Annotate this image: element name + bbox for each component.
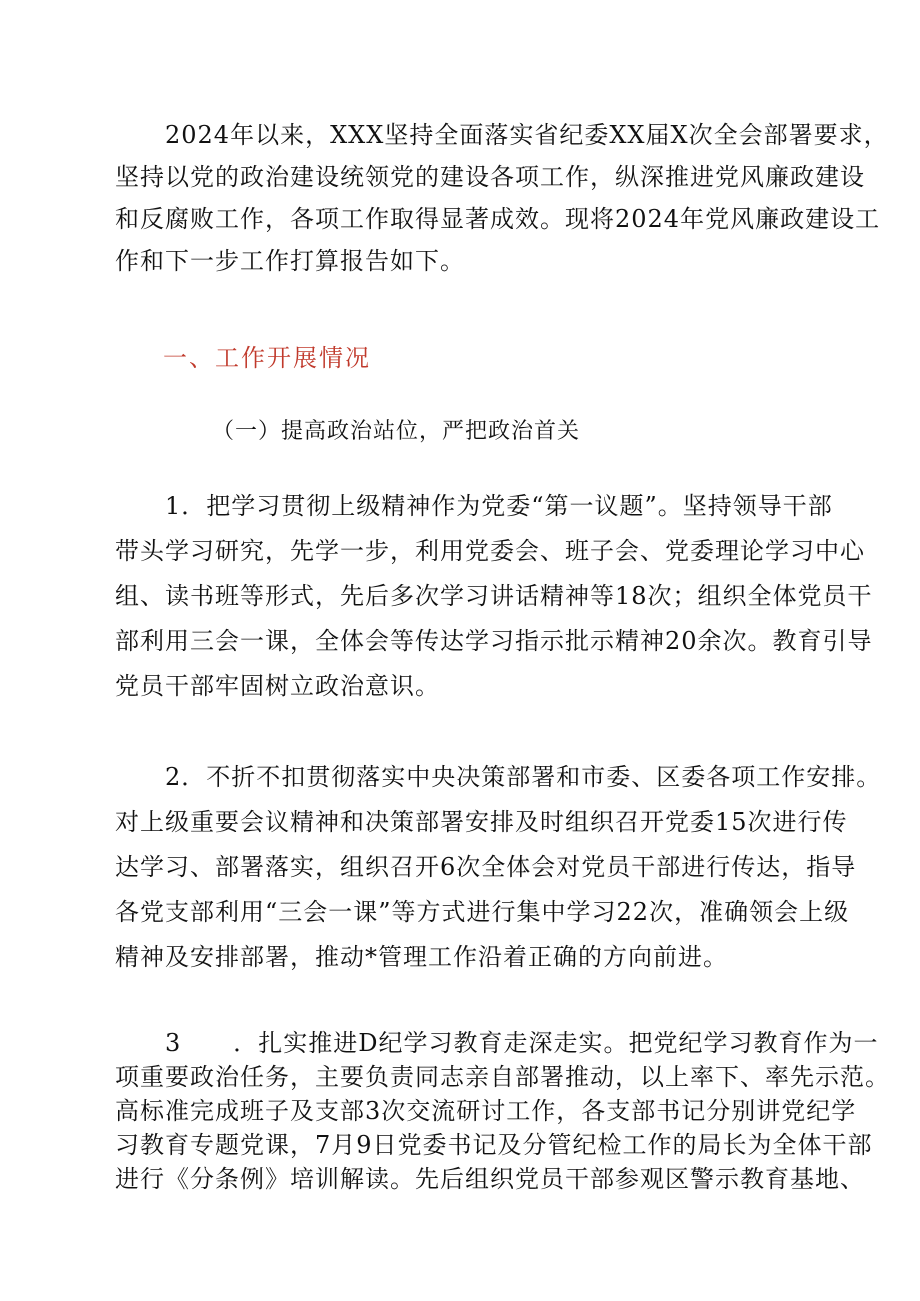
- paragraph-line: 组、读书班等形式，先后多次学习讲话精神等18次；组织全体党员干: [115, 582, 873, 610]
- paragraph-item-1: [115, 484, 873, 709]
- paragraph-line: 1．把学习贯彻上级精神作为党委“第一议题”。坚持领导干部: [165, 492, 833, 520]
- paragraph-line: 高标准完成班子及支部3次交流研讨工作，各支部书记分别讲党纪学: [115, 1097, 857, 1125]
- paragraph-item-3: [115, 1026, 890, 1196]
- intro-line: 坚持以党的政治建设统领党的建设各项工作，纵深推进党风廉政建设: [115, 163, 865, 191]
- paragraph-line: 部利用三会一课，全体会等传达学习指示批示精神20余次。教育引导: [115, 627, 873, 655]
- paragraph-line: 达学习、部署落实，组织召开6次全体会对党员干部进行传达，指导: [115, 853, 857, 881]
- paragraph-line: 对上级重要会议精神和决策部署安排及时组织召开党委15次进行传: [115, 808, 848, 836]
- intro-line: 2024年以来，XXX坚持全面落实省纪委XX届X次全会部署要求，: [165, 121, 889, 149]
- paragraph-line-text: ．扎实推进D纪学习教育走深走实。把党纪学习教育作为一: [233, 1029, 879, 1057]
- item-number: 3: [165, 1029, 182, 1057]
- paragraph-line: 党员干部牢固树立政治意识。: [115, 672, 440, 700]
- intro-line: 作和下一步工作打算报告如下。: [115, 247, 465, 275]
- paragraph-line: 精神及安排部署，推动*管理工作沿着正确的方向前进。: [115, 943, 728, 971]
- paragraph-line: 各党支部利用“三会一课”等方式进行集中学习22次，准确领会上级: [115, 898, 850, 926]
- intro-line: 和反腐败工作，各项工作取得显著成效。现将2024年党风廉政建设工: [115, 205, 881, 233]
- paragraph-line: 习教育专题党课，7月9日党委书记及分管纪检工作的局长为全体干部: [115, 1131, 873, 1159]
- paragraph-item-2: [115, 755, 882, 980]
- paragraph-line: 项重要政治任务，主要负责同志亲自部署推动，以上率下、率先示范。: [115, 1063, 890, 1091]
- paragraph-line: 带头学习研究，先学一步，利用党委会、班子会、党委理论学习中心: [115, 537, 865, 565]
- subsection-heading: （一）提高政治站位，严把政治首关: [212, 419, 581, 444]
- intro-paragraph: [115, 114, 889, 282]
- paragraph-line: 2．不折不扣贯彻落实中央决策部署和市委、区委各项工作安排。: [165, 763, 882, 791]
- section-heading: 一、工作开展情况: [163, 344, 371, 372]
- paragraph-line: 进行《分条例》培训解读。先后组织党员干部参观区警示教育基地、: [115, 1165, 865, 1193]
- paragraph-line-first: [115, 1026, 879, 1060]
